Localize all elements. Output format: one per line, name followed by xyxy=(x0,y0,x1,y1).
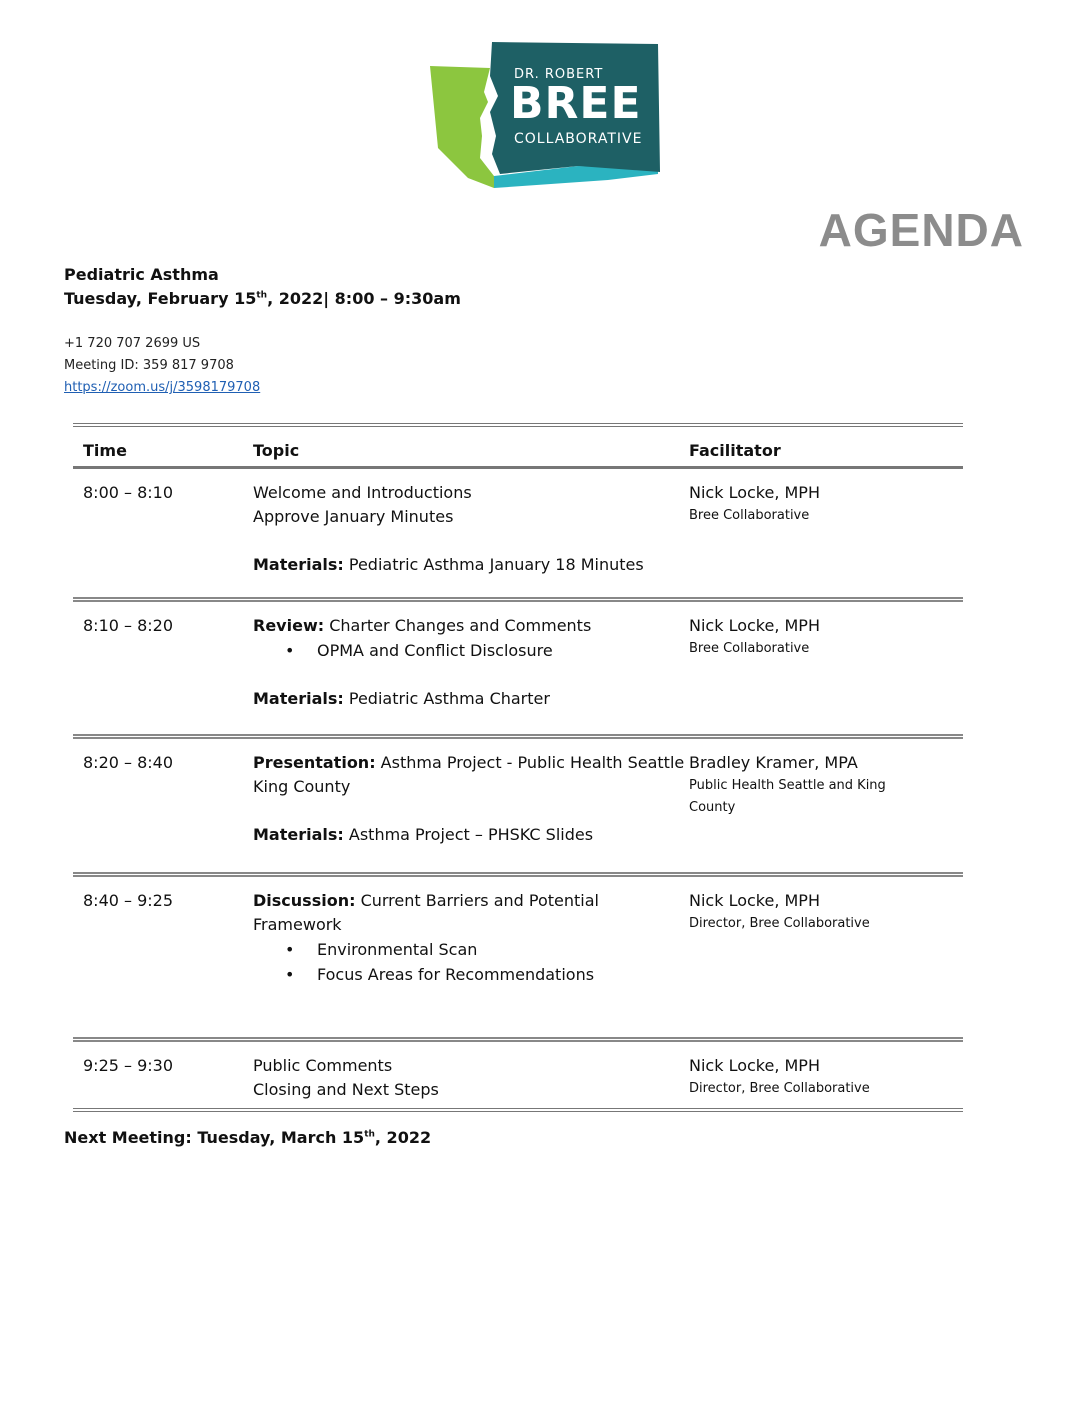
facilitator-name: Nick Locke, MPH xyxy=(689,891,820,910)
next-meeting: Next Meeting: Tuesday, March 15th, 2022 xyxy=(64,1128,432,1147)
meeting-date: Tuesday, February 15th, 2022| 8:00 – 9:30am xyxy=(64,289,461,308)
agenda-table xyxy=(73,423,963,1112)
meeting-id: Meeting ID: 359 817 9708 xyxy=(64,358,234,373)
materials: Materials: Asthma Project – PHSKC Slides xyxy=(253,825,594,844)
topic-line: Welcome and Introductions xyxy=(253,483,472,502)
row-time: 8:10 – 8:20 xyxy=(83,616,174,635)
topic-bullet: • Environmental Scan xyxy=(253,937,689,962)
facilitator-org: Director, Bree Collaborative xyxy=(689,916,870,931)
facilitator-org: Public Health Seattle and King xyxy=(689,778,886,793)
topic-line: Public Comments xyxy=(253,1056,393,1075)
table-row xyxy=(73,875,963,1040)
facilitator-name: Nick Locke, MPH xyxy=(689,616,820,635)
facilitator-org: Bree Collaborative xyxy=(689,641,810,656)
facilitator-org: Bree Collaborative xyxy=(689,508,810,523)
topic-line: Closing and Next Steps xyxy=(253,1080,439,1099)
agenda-title: AGENDA xyxy=(818,204,1024,256)
topic-heading: Presentation: Asthma Project - Public Health Seattle xyxy=(253,753,685,772)
table-row xyxy=(73,468,963,600)
row-time: 8:00 – 8:10 xyxy=(83,483,174,502)
topic-heading-cont: King County xyxy=(253,777,351,796)
topic-bullet: • OPMA and Conflict Disclosure xyxy=(253,638,689,663)
facilitator-name: Bradley Kramer, MPA xyxy=(689,753,858,772)
row-time: 8:20 – 8:40 xyxy=(83,753,174,772)
topic-line: Approve January Minutes xyxy=(253,507,454,526)
logo-text-collaborative: COLLABORATIVE xyxy=(514,131,643,147)
header-facilitator: Facilitator xyxy=(689,441,781,460)
header-time: Time xyxy=(83,441,127,460)
topic-heading-cont: Framework xyxy=(253,915,342,934)
logo-text-dr-robert: DR. ROBERT xyxy=(514,67,604,82)
facilitator-org: County xyxy=(689,800,736,815)
logo-text-bree: BREE xyxy=(510,78,642,129)
table-row xyxy=(73,600,963,737)
table-row xyxy=(73,1040,963,1111)
header-topic: Topic xyxy=(253,441,300,460)
meeting-name: Pediatric Asthma xyxy=(64,265,219,284)
table-row xyxy=(73,737,963,875)
facilitator-org: Director, Bree Collaborative xyxy=(689,1081,870,1096)
topic-bullet: • Focus Areas for Recommendations xyxy=(253,962,689,987)
materials: Materials: Pediatric Asthma January 18 Minutes xyxy=(253,555,644,574)
row-time: 9:25 – 9:30 xyxy=(83,1056,174,1075)
topic-heading: Discussion: Current Barriers and Potential xyxy=(253,891,599,910)
facilitator-name: Nick Locke, MPH xyxy=(689,483,820,502)
row-time: 8:40 – 9:25 xyxy=(83,891,174,910)
logo-green-shape xyxy=(430,66,494,188)
topic-heading: Review: Charter Changes and Comments xyxy=(253,616,592,635)
phone-number: +1 720 707 2699 US xyxy=(64,336,201,351)
zoom-link[interactable]: https://zoom.us/j/3598179708 xyxy=(64,380,261,395)
table-header-row xyxy=(73,425,963,468)
facilitator-name: Nick Locke, MPH xyxy=(689,1056,820,1075)
materials: Materials: Pediatric Asthma Charter xyxy=(253,689,550,708)
